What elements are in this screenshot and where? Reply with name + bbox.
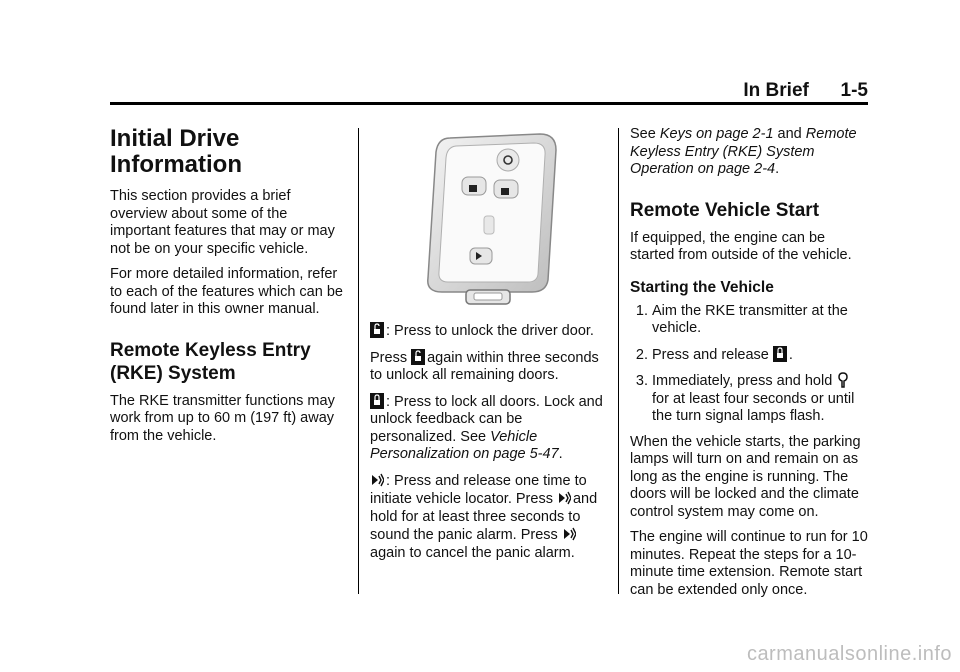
- page-title: In Brief 1-5: [743, 80, 868, 101]
- lock-icon: [773, 346, 787, 362]
- remote-start-icon: [836, 372, 850, 388]
- rke-paragraph: The RKE transmitter functions may work from up to 60 m (197 ft) away from the vehicle.: [110, 392, 335, 444]
- intro-paragraph: This section provides a brief overview about some of the important features that may or may not be on your specific vehicle.: [110, 188, 335, 257]
- panic-icon: [557, 490, 571, 506]
- remote-start-paragraph: If equipped, the engine can be started from outside of the vehicle.: [630, 229, 852, 263]
- panic-paragraph: : Press and release one time to initiate vehicle locator. Press and hold for at least three seconds to sound the panic alarm. Press again to cancel the panic alarm.: [370, 472, 598, 561]
- keys-link[interactable]: Keys on page 2-1: [659, 126, 774, 142]
- lock-icon: [370, 393, 384, 409]
- column-right: [630, 126, 870, 607]
- column-left: [110, 126, 348, 453]
- vehicle-starts-paragraph: When the vehicle starts, the parking lamps will turn on and remain on as long as the engine is running. The doors will be locked and the climate control system may come on.: [630, 433, 861, 520]
- unlock-paragraph-2: Press again within three seconds to unlock all remaining doors.: [370, 349, 599, 383]
- heading-starting-vehicle: Starting the Vehicle: [630, 278, 774, 296]
- unlock-icon: [411, 349, 425, 365]
- header-rule: [110, 102, 868, 105]
- column-divider: [618, 128, 619, 594]
- heading-rke: Remote Keyless Entry (RKE) System: [110, 339, 311, 384]
- unlock-paragraph: : Press to unlock the driver door.: [370, 322, 608, 341]
- engine-run-paragraph: The engine will continue to run for 10 minutes. Repeat the steps for a 10-minute time extension. Remote start can be extended only once.: [630, 529, 868, 598]
- heading-remote-start: Remote Vehicle Start: [630, 199, 820, 221]
- column-divider: [358, 128, 359, 594]
- list-item: 3. Immediately, press and hold for at least four seconds or until the turn signal lamps flash.: [652, 372, 870, 426]
- see-also-paragraph: See Keys on page 2-1 and Remote Keyless Entry (RKE) System Operation on page 2-4.: [630, 126, 857, 177]
- list-item: 1. Aim the RKE transmitter at the vehicle.: [652, 303, 870, 338]
- details-paragraph: For more detailed information, refer to each of the features which can be found later in this owner manual.: [110, 266, 343, 317]
- heading-initial-drive: Initial Drive Information: [110, 125, 242, 178]
- watermark: carmanualsonline.info: [746, 643, 952, 665]
- panic-icon: [562, 526, 576, 542]
- unlock-icon: [370, 322, 384, 338]
- page-header: [110, 80, 868, 106]
- start-steps-list: [630, 303, 870, 426]
- vehicle-personalization-link[interactable]: Vehicle Personalization on page 5-47: [370, 428, 559, 462]
- list-item: 2. Press and release .: [652, 346, 870, 365]
- column-middle: [370, 126, 608, 570]
- key-fob-image: [422, 130, 560, 308]
- lock-paragraph: : Press to lock all doors. Lock and unlock feedback can be personalized. See Vehicle Personalization on page 5-47.: [370, 393, 603, 462]
- rke-operation-link[interactable]: Remote Keyless Entry (RKE) System Operation on page 2-4: [630, 126, 857, 177]
- panic-icon: [370, 472, 384, 488]
